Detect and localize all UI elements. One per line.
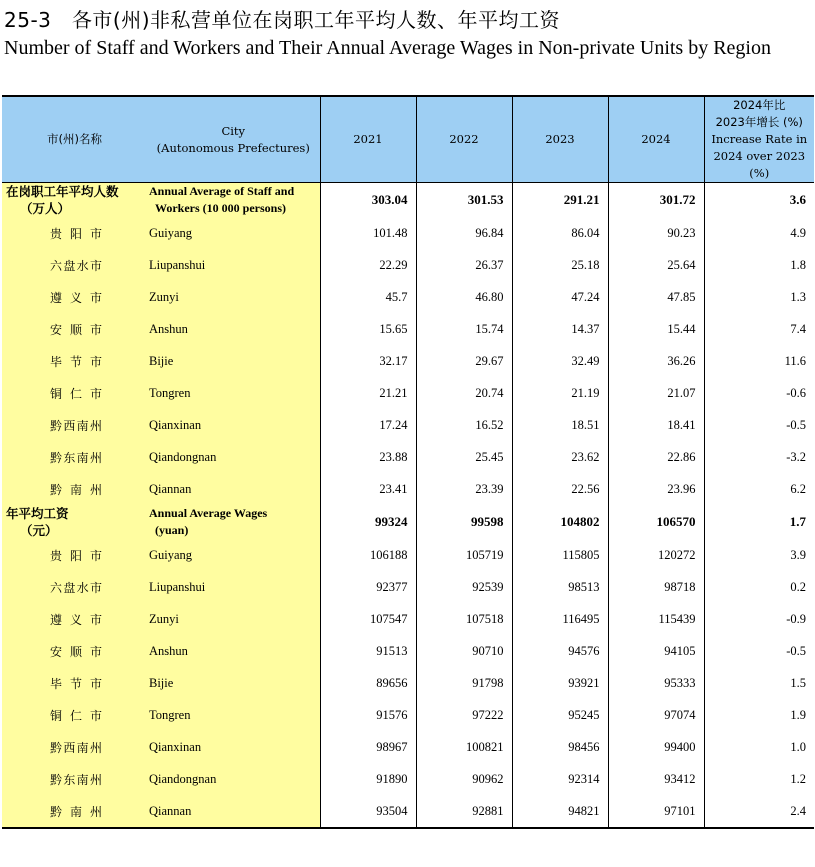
value-cell: 91513 (320, 635, 416, 667)
city-name-cn: 六盘水市 (2, 249, 147, 281)
value-cell: 1.3 (704, 281, 814, 313)
value-cell: 95333 (608, 667, 704, 699)
value-cell: 91890 (320, 763, 416, 795)
value-cell: 94105 (608, 635, 704, 667)
value-cell: 23.41 (320, 473, 416, 505)
city-name-en: Bijie (147, 345, 320, 377)
value-cell: 11.6 (704, 345, 814, 377)
city-name-cn: 遵义市 (2, 603, 147, 635)
value-cell: 1.5 (704, 667, 814, 699)
value-cell: 29.67 (416, 345, 512, 377)
value-cell: 92881 (416, 795, 512, 828)
city-name-en: Zunyi (147, 603, 320, 635)
total-cell: 301.53 (416, 183, 512, 218)
table-row (2, 763, 814, 795)
table-row (2, 249, 814, 281)
section-label-en-line1: Annual Average of Staff and (149, 184, 295, 198)
header-row (2, 96, 814, 183)
value-cell: 7.4 (704, 313, 814, 345)
value-cell: 47.24 (512, 281, 608, 313)
value-cell: 4.9 (704, 217, 814, 249)
section-label-en (147, 183, 320, 218)
value-cell: 14.37 (512, 313, 608, 345)
city-name-cn: 黔东南州 (2, 441, 147, 473)
header-rate-line1: 2024年比 (733, 98, 786, 112)
value-cell: 47.85 (608, 281, 704, 313)
city-name-cn: 六盘水市 (2, 571, 147, 603)
city-name-cn: 贵阳市 (2, 217, 147, 249)
section-label-cn-line1: 在岗职工年平均人数 (6, 184, 119, 199)
value-cell: 15.65 (320, 313, 416, 345)
city-name-cn: 黔东南州 (2, 763, 147, 795)
value-cell: 97074 (608, 699, 704, 731)
value-cell: 36.26 (608, 345, 704, 377)
table-row (2, 441, 814, 473)
value-cell: 23.88 (320, 441, 416, 473)
city-name-en: Zunyi (147, 281, 320, 313)
value-cell: 107518 (416, 603, 512, 635)
city-name-en: Bijie (147, 667, 320, 699)
table-row (2, 377, 814, 409)
value-cell: -0.5 (704, 409, 814, 441)
header-rate-line4: 2024 over 2023 (%) (713, 149, 806, 180)
city-name-cn: 遵义市 (2, 281, 147, 313)
header-increase-rate (704, 96, 814, 183)
value-cell: -0.9 (704, 603, 814, 635)
city-name-en: Guiyang (147, 539, 320, 571)
section-label-en-line1: Annual Average Wages (149, 506, 268, 520)
header-region-en (147, 96, 320, 183)
value-cell: 15.74 (416, 313, 512, 345)
table-row (2, 473, 814, 505)
value-cell: 98456 (512, 731, 608, 763)
total-cell: 1.7 (704, 505, 814, 539)
value-cell: 21.19 (512, 377, 608, 409)
value-cell: 98513 (512, 571, 608, 603)
table-row (2, 731, 814, 763)
value-cell: -0.5 (704, 635, 814, 667)
city-name-cn: 黔西南州 (2, 731, 147, 763)
section-label-en-line2: Workers (10 000 persons) (155, 201, 286, 215)
value-cell: -3.2 (704, 441, 814, 473)
city-name-cn: 安顺市 (2, 635, 147, 667)
table-row (2, 699, 814, 731)
value-cell: 96.84 (416, 217, 512, 249)
city-name-en: Tongren (147, 377, 320, 409)
table-row (2, 313, 814, 345)
value-cell: 107547 (320, 603, 416, 635)
value-cell: 115805 (512, 539, 608, 571)
value-cell: 93504 (320, 795, 416, 828)
value-cell: 18.41 (608, 409, 704, 441)
header-rate-line2: 2023年增长 (%) (715, 115, 803, 129)
city-name-en: Anshun (147, 635, 320, 667)
value-cell: 2.4 (704, 795, 814, 828)
value-cell: 23.96 (608, 473, 704, 505)
header-year-2021: 2021 (320, 96, 416, 183)
value-cell: 91576 (320, 699, 416, 731)
value-cell: 0.2 (704, 571, 814, 603)
value-cell: 45.7 (320, 281, 416, 313)
value-cell: 20.74 (416, 377, 512, 409)
value-cell: 92539 (416, 571, 512, 603)
table-body (2, 183, 814, 829)
section-label-en (147, 505, 320, 539)
city-name-en: Qiandongnan (147, 441, 320, 473)
value-cell: 26.37 (416, 249, 512, 281)
total-cell: 106570 (608, 505, 704, 539)
value-cell: 116495 (512, 603, 608, 635)
total-cell: 99598 (416, 505, 512, 539)
section-label-cn-line1: 年平均工资 (6, 506, 69, 521)
value-cell: -0.6 (704, 377, 814, 409)
section-total-row (2, 183, 814, 218)
value-cell: 21.21 (320, 377, 416, 409)
value-cell: 97222 (416, 699, 512, 731)
table-row (2, 667, 814, 699)
city-name-en: Guiyang (147, 217, 320, 249)
value-cell: 98967 (320, 731, 416, 763)
city-name-en: Qiannan (147, 473, 320, 505)
value-cell: 98718 (608, 571, 704, 603)
value-cell: 25.45 (416, 441, 512, 473)
city-name-en: Liupanshui (147, 249, 320, 281)
section-label-cn-line2: （万人） (20, 201, 71, 216)
city-name-en: Qianxinan (147, 731, 320, 763)
value-cell: 90.23 (608, 217, 704, 249)
value-cell: 106188 (320, 539, 416, 571)
city-name-cn: 毕节市 (2, 345, 147, 377)
section-total-row (2, 505, 814, 539)
value-cell: 46.80 (416, 281, 512, 313)
value-cell: 1.2 (704, 763, 814, 795)
total-cell: 104802 (512, 505, 608, 539)
city-name-cn: 毕节市 (2, 667, 147, 699)
table-row (2, 345, 814, 377)
total-cell: 99324 (320, 505, 416, 539)
value-cell: 99400 (608, 731, 704, 763)
table-row (2, 603, 814, 635)
value-cell: 100821 (416, 731, 512, 763)
value-cell: 94821 (512, 795, 608, 828)
value-cell: 92377 (320, 571, 416, 603)
city-name-en: Tongren (147, 699, 320, 731)
table-row (2, 217, 814, 249)
value-cell: 22.56 (512, 473, 608, 505)
value-cell: 25.64 (608, 249, 704, 281)
city-name-en: Anshun (147, 313, 320, 345)
value-cell: 32.49 (512, 345, 608, 377)
total-cell: 3.6 (704, 183, 814, 218)
city-name-en: Liupanshui (147, 571, 320, 603)
value-cell: 90710 (416, 635, 512, 667)
table-row (2, 409, 814, 441)
city-name-cn: 黔南州 (2, 473, 147, 505)
city-name-cn: 黔南州 (2, 795, 147, 828)
header-rate-line3: Increase Rate in (711, 132, 808, 146)
value-cell: 21.07 (608, 377, 704, 409)
total-cell: 303.04 (320, 183, 416, 218)
value-cell: 89656 (320, 667, 416, 699)
section-label-cn (2, 505, 147, 539)
city-name-en: Qiandongnan (147, 763, 320, 795)
total-cell: 301.72 (608, 183, 704, 218)
header-region-en-line2: (Autonomous Prefectures) (156, 140, 310, 155)
header-year-2024: 2024 (608, 96, 704, 183)
city-name-cn: 铜仁市 (2, 377, 147, 409)
city-name-en: Qianxinan (147, 409, 320, 441)
total-cell: 291.21 (512, 183, 608, 218)
header-region-cn: 市(州)名称 (2, 96, 147, 183)
table-row (2, 281, 814, 313)
value-cell: 90962 (416, 763, 512, 795)
section-label-en-line2: (yuan) (155, 523, 189, 537)
value-cell: 86.04 (512, 217, 608, 249)
value-cell: 22.86 (608, 441, 704, 473)
table-row (2, 539, 814, 571)
table-title-cn: 25-3 各市(州)非私营单位在岗职工年平均人数、年平均工资 (4, 8, 560, 32)
value-cell: 93412 (608, 763, 704, 795)
value-cell: 32.17 (320, 345, 416, 377)
value-cell: 120272 (608, 539, 704, 571)
value-cell: 17.24 (320, 409, 416, 441)
value-cell: 16.52 (416, 409, 512, 441)
value-cell: 3.9 (704, 539, 814, 571)
header-year-2023: 2023 (512, 96, 608, 183)
value-cell: 92314 (512, 763, 608, 795)
city-name-cn: 铜仁市 (2, 699, 147, 731)
value-cell: 91798 (416, 667, 512, 699)
value-cell: 6.2 (704, 473, 814, 505)
city-name-cn: 黔西南州 (2, 409, 147, 441)
value-cell: 95245 (512, 699, 608, 731)
value-cell: 25.18 (512, 249, 608, 281)
value-cell: 101.48 (320, 217, 416, 249)
value-cell: 115439 (608, 603, 704, 635)
value-cell: 1.8 (704, 249, 814, 281)
value-cell: 15.44 (608, 313, 704, 345)
header-region-en-line1: City (221, 123, 246, 138)
value-cell: 94576 (512, 635, 608, 667)
section-label-cn-line2: （元） (20, 523, 58, 538)
city-name-cn: 安顺市 (2, 313, 147, 345)
value-cell: 93921 (512, 667, 608, 699)
header-year-2022: 2022 (416, 96, 512, 183)
city-name-cn: 贵阳市 (2, 539, 147, 571)
table-row (2, 635, 814, 667)
value-cell: 1.9 (704, 699, 814, 731)
table-row (2, 571, 814, 603)
city-name-en: Qiannan (147, 795, 320, 828)
value-cell: 23.62 (512, 441, 608, 473)
value-cell: 18.51 (512, 409, 608, 441)
data-table (2, 95, 814, 829)
value-cell: 97101 (608, 795, 704, 828)
value-cell: 22.29 (320, 249, 416, 281)
table-row (2, 795, 814, 828)
table-title-en: Number of Staff and Workers and Their Annual Average Wages in Non-private Units by Region (4, 37, 771, 59)
value-cell: 23.39 (416, 473, 512, 505)
value-cell: 105719 (416, 539, 512, 571)
value-cell: 1.0 (704, 731, 814, 763)
section-label-cn (2, 183, 147, 218)
